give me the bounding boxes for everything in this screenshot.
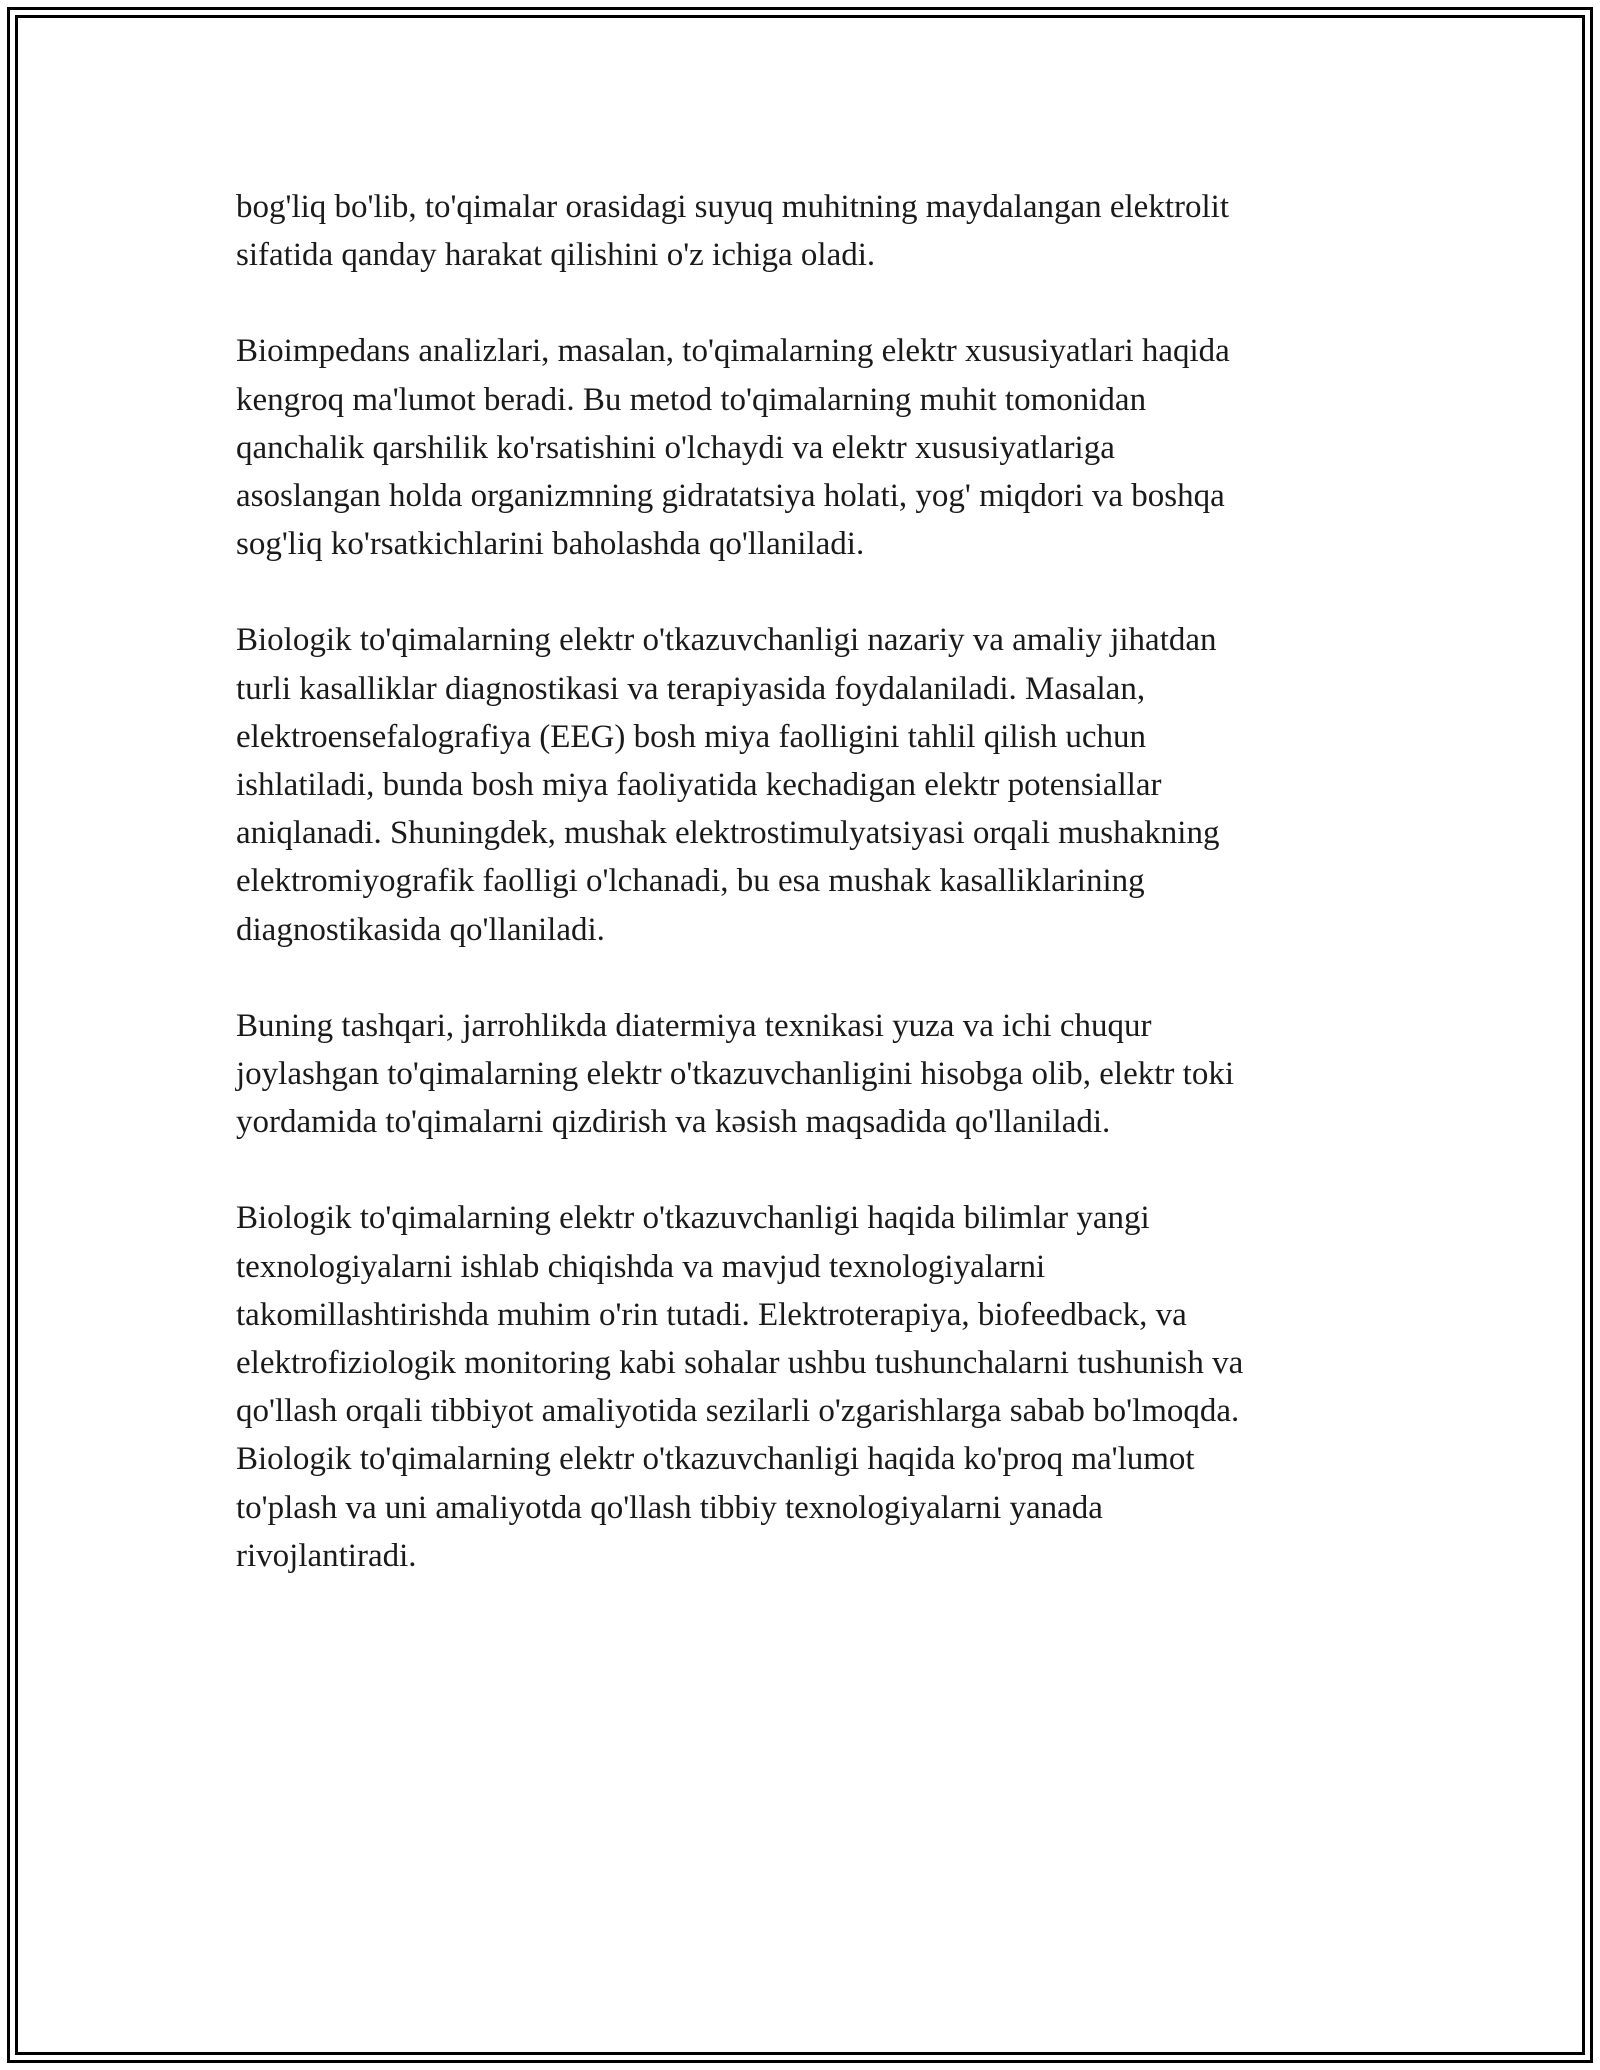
- paragraph-diathermy: Buning tashqari, jarrohlikda diatermiya texnikasi yuza va ichi chuqur joylashgan to'qimalarning elektr o'tkazuvchanligini hisobga olib, elektr toki yordamida to'qimalarni qizdirish va kəsish maqsadida qo'llaniladi.: [236, 1007, 1234, 1141]
- document-body: [236, 183, 1376, 1580]
- paragraph-technology: Biologik to'qimalarning elektr o'tkazuvchanligi haqida bilimlar yangi texnologiyalarni ishlab chiqishda va mavjud texnologiyalarni takomillashtirishda muhim o'rin tutadi. Elektroterapiya, biofeedback, va elektrofiziologik monitoring kabi sohalar ushbu tushunchalarni tushunish va qo'llash orqali tibbiyot amaliyotida sezilarli o'zgarishlarga sabab bo'lmoqda. Biologik to'qimalarning elektr o'tkazuvchanligi haqida ko'proq ma'lumot to'plash va uni amaliyotda qo'llash tibbiy texnologiyalarni yanada rivojlantiradi.: [236, 1200, 1244, 1574]
- paragraph-continuation: bog'liq bo'lib, to'qimalar orasidagi suyuq muhitning maydalangan elektrolit sifatida qanday harakat qilishini o'z ichiga oladi.: [236, 189, 1229, 274]
- paragraph-bioimpedance: Bioimpedans analizlari, masalan, to'qimalarning elektr xususiyatlari haqida kengroq ma'lumot beradi. Bu metod to'qimalarning muhit tomonidan qanchalik qarshilik ko'rsatishini o'lchaydi va elektr xususiyatlariga asoslangan holda organizmning gidratatsiya holati, yog' miqdori va boshqa sog'liq ko'rsatkichlarini baholashda qo'llaniladi.: [236, 333, 1230, 563]
- paragraph-diagnostics: Biologik to'qimalarning elektr o'tkazuvchanligi nazariy va amaliy jihatdan turli kasalliklar diagnostikasi va terapiyasida foydalaniladi. Masalan, elektroensefalografiya (EEG) bosh miya faolligini tahlil qilish uchun ishlatiladi, bunda bosh miya faoliyatida kechadigan elektr potensiallar aniqlanadi. Shuningdek, mushak elektrostimulyatsiyasi orqali mushakning elektromiyografik faolligi o'lchanadi, bu esa mushak kasalliklarining diagnostikasida qo'llaniladi.: [236, 622, 1220, 948]
